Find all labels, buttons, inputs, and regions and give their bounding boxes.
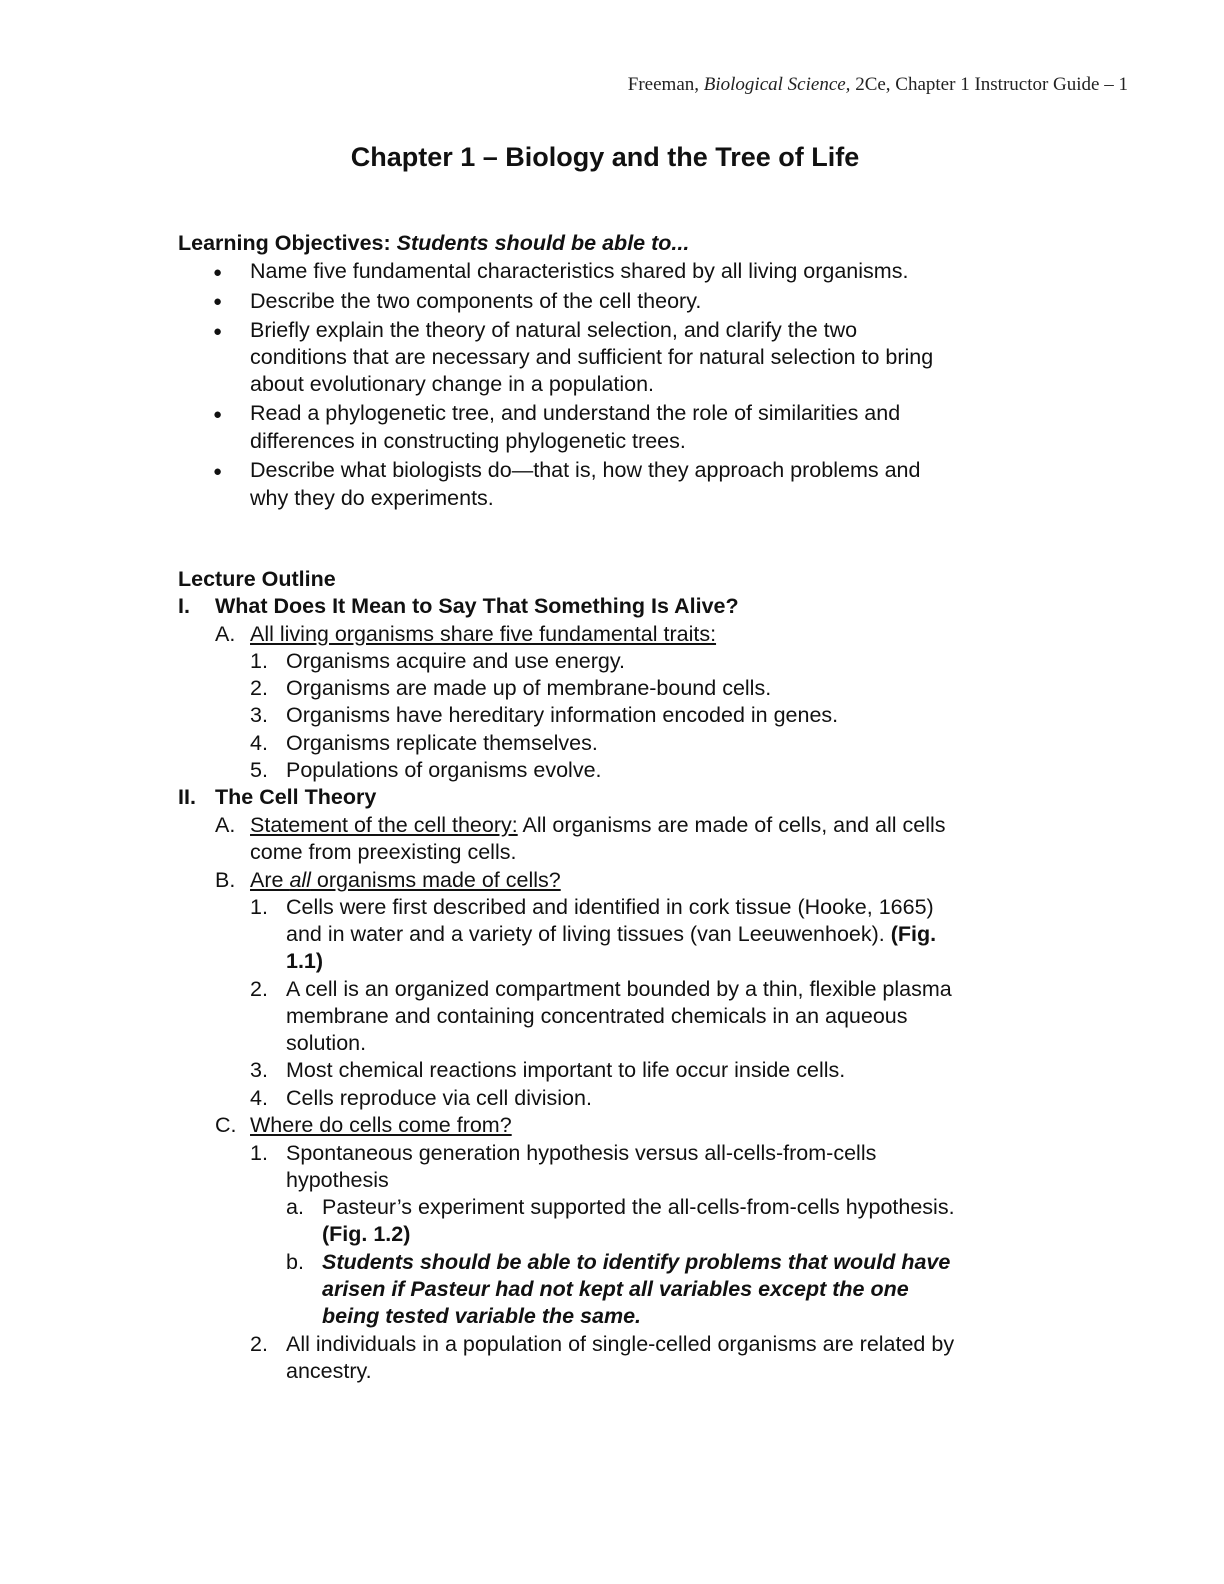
outline-heading: Lecture Outline [178, 567, 336, 591]
objective-item-cont: differences in constructing phylogenetic trees. [250, 429, 686, 453]
item-marker: 1. [250, 649, 268, 673]
item-marker: 2. [250, 977, 268, 1001]
section-1-title: What Does It Mean to Say That Something Is Alive? [215, 594, 739, 618]
list-item: Cells were first described and identified in cork tissue (Hooke, 1665) [286, 895, 934, 919]
bullet-icon: ● [213, 406, 223, 423]
list-item-cont: solution. [286, 1031, 367, 1055]
page-title: Chapter 1 – Biology and the Tree of Life [350, 142, 860, 172]
list-item-cont: and in water and a variety of living tissues (van Leeuwenhoek). (Fig. [286, 922, 937, 946]
item-marker: 3. [250, 1058, 268, 1082]
objective-item: Describe what biologists do—that is, how they approach problems and [250, 458, 921, 482]
item-marker: 5. [250, 758, 268, 782]
list-item-cont: hypothesis [286, 1168, 389, 1192]
objectives-heading: Learning Objectives: [178, 231, 391, 255]
section-2c-text: Where do cells come from? [250, 1113, 512, 1137]
sub-item-emphasis-cont: arisen if Pasteur had not kept all variables except the one [322, 1277, 909, 1301]
objective-item: Name five fundamental characteristics shared by all living organisms. [250, 259, 909, 283]
item-marker: B. [215, 868, 236, 892]
header-book-title: Biological Science, [703, 74, 851, 95]
objective-item: Read a phylogenetic tree, and understand the role of similarities and [250, 401, 901, 425]
header-chapter-info: 2Ce, Chapter 1 Instructor Guide – 1 [855, 74, 1128, 95]
section-2-title: The Cell Theory [215, 785, 377, 809]
list-item: Most chemical reactions important to life occur inside cells. [286, 1058, 846, 1082]
list-item: Organisms replicate themselves. [286, 731, 598, 755]
bullet-icon: ● [213, 463, 223, 480]
section-2a-line [250, 812, 946, 839]
objective-item-cont: about evolutionary change in a population. [250, 372, 655, 396]
running-header [628, 74, 1128, 96]
section-2b-text: Are all organisms made of cells? [250, 868, 561, 892]
item-marker: A. [215, 813, 236, 837]
objective-item-cont: conditions that are necessary and sufficient for natural selection to bring [250, 345, 934, 369]
bullet-icon: ● [213, 293, 223, 310]
sub-item-emphasis: Students should be able to identify problems that would have [322, 1250, 951, 1274]
item-marker: 1. [250, 1141, 268, 1165]
list-item: A cell is an organized compartment bounded by a thin, flexible plasma [286, 977, 952, 1001]
item-marker: b. [286, 1250, 304, 1274]
list-item: Organisms have hereditary information encoded in genes. [286, 703, 839, 727]
figure-ref: (Fig. 1.2) [322, 1222, 411, 1246]
list-item: Organisms acquire and use energy. [286, 649, 626, 673]
objectives-heading-line [178, 230, 689, 257]
item-marker: C. [215, 1113, 237, 1137]
bullet-icon: ● [213, 323, 223, 340]
bullet-icon: ● [213, 264, 223, 281]
list-item: All individuals in a population of single-celled organisms are related by [286, 1332, 955, 1356]
section-2-number: II. [178, 785, 196, 809]
item-marker: 4. [250, 731, 268, 755]
sub-item-emphasis-cont: being tested variable the same. [322, 1304, 642, 1328]
item-marker: 3. [250, 703, 268, 727]
list-item-cont: membrane and containing concentrated chemicals in an aqueous [286, 1004, 908, 1028]
objective-item-cont: why they do experiments. [250, 486, 494, 510]
item-marker: A. [215, 622, 236, 646]
list-item-cont: ancestry. [286, 1359, 372, 1383]
section-1a-text: All living organisms share five fundamental traits: [250, 622, 717, 646]
section-2a-text: All organisms are made of cells, and all cells [517, 813, 946, 837]
objectives-subheading: Students should be able to... [396, 231, 690, 255]
item-marker: 1. [250, 895, 268, 919]
section-2a-label: Statement of the cell theory: [250, 813, 518, 837]
list-item: Organisms are made up of membrane-bound cells. [286, 676, 772, 700]
section-2a-text-cont: come from preexisting cells. [250, 840, 517, 864]
figure-ref: (Fig. [890, 922, 937, 946]
list-item: Populations of organisms evolve. [286, 758, 602, 782]
objective-item: Briefly explain the theory of natural selection, and clarify the two [250, 318, 858, 342]
header-author: Freeman, [627, 74, 700, 95]
list-item: Spontaneous generation hypothesis versus all-cells-from-cells [286, 1141, 877, 1165]
sub-item: Pasteur’s experiment supported the all-cells-from-cells hypothesis. [322, 1195, 955, 1219]
item-marker: 4. [250, 1086, 268, 1110]
objective-item: Describe the two components of the cell theory. [250, 289, 702, 313]
section-1-number: I. [178, 594, 190, 618]
figure-ref: 1.1) [286, 949, 324, 973]
item-marker: 2. [250, 1332, 268, 1356]
item-marker: a. [286, 1195, 304, 1219]
item-marker: 2. [250, 676, 268, 700]
list-item: Cells reproduce via cell division. [286, 1086, 592, 1110]
